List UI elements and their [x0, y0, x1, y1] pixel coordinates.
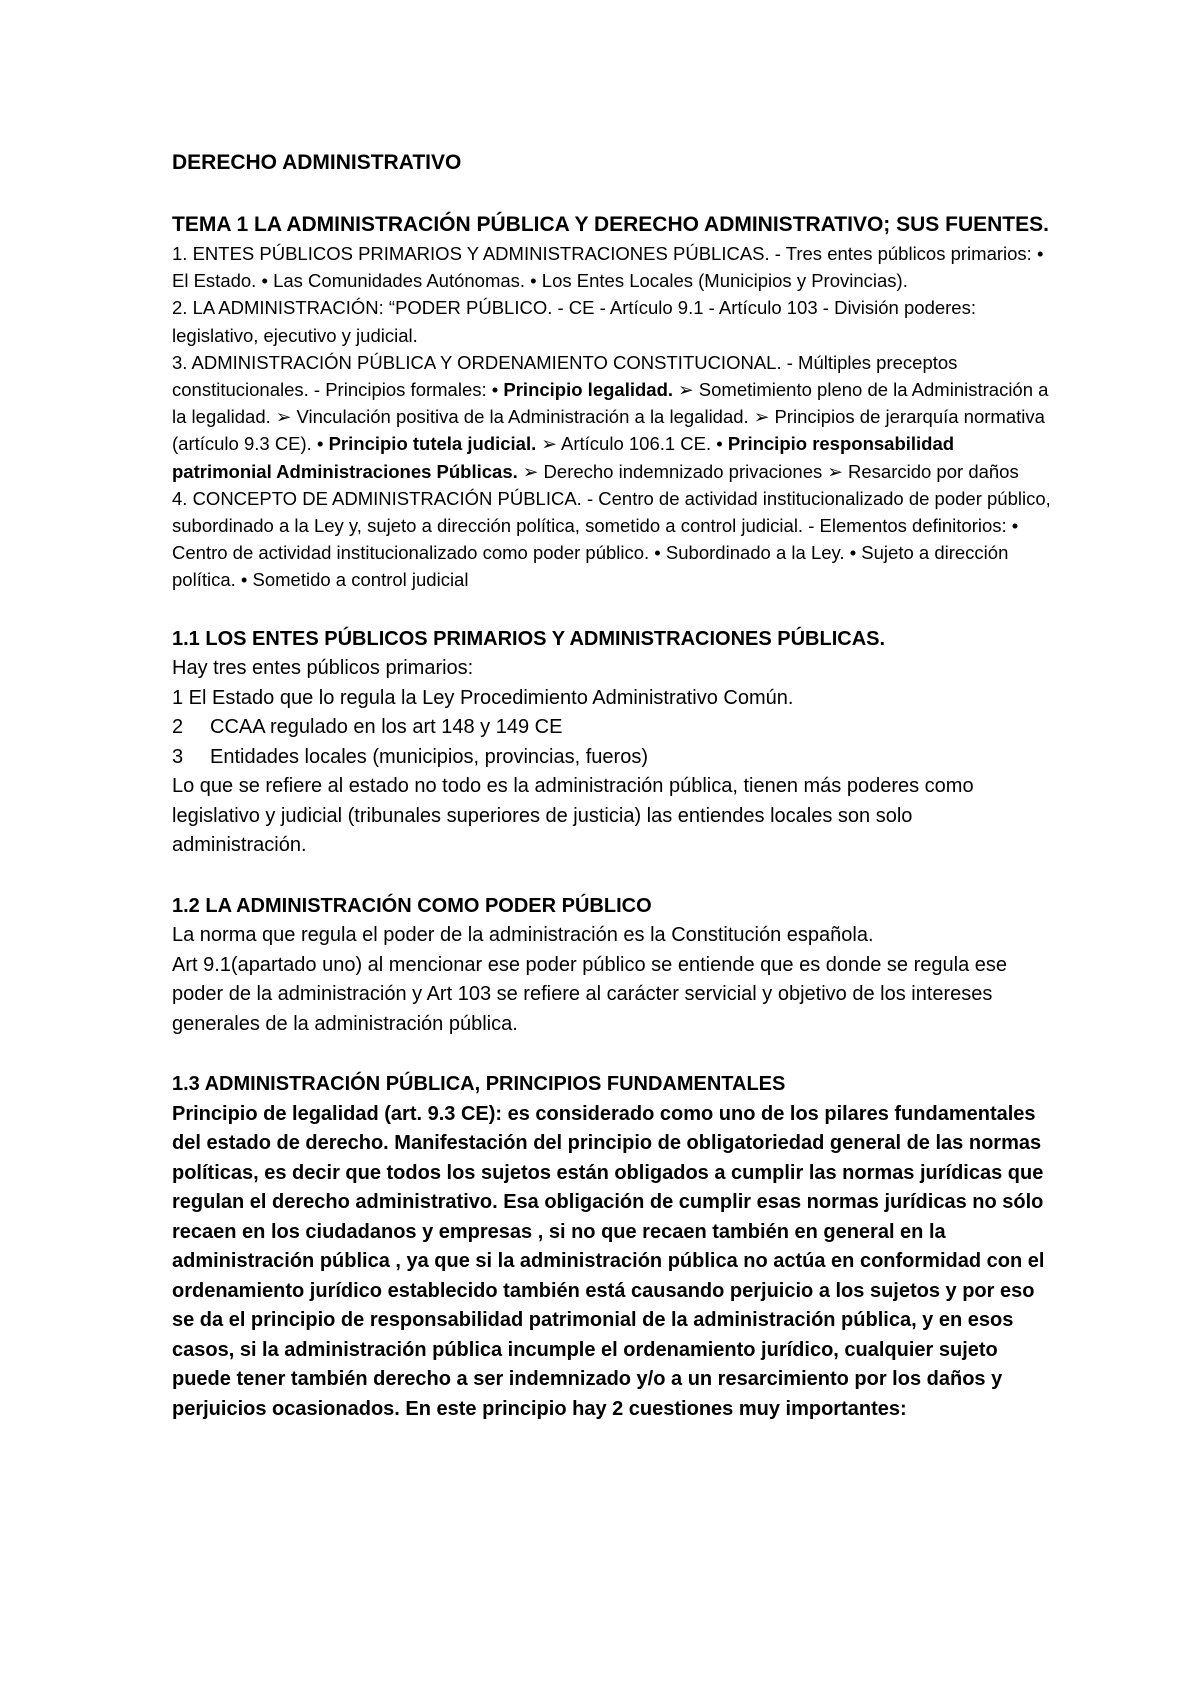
summary-point-3-text: ➢ Derecho indemnizado privaciones ➢ Resarcido por daños: [517, 460, 1019, 482]
list-item: 1 El Estado que lo regula la Ley Procedimiento Administrativo Común.: [172, 686, 794, 709]
summary-point-3-text: 3. ADMINISTRACIÓN PÚBLICA Y ORDENAMIENTO CONSTITUCIONAL. - Múltiples preceptos constitucionales. - Principios formales: •: [172, 351, 958, 401]
tema-title: TEMA 1 LA ADMINISTRACIÓN PÚBLICA Y DERECHO ADMINISTRATIVO; SUS FUENTES.: [172, 213, 1049, 236]
section-1-3: [172, 1070, 1052, 1424]
summary-point-4: 4. CONCEPTO DE ADMINISTRACIÓN PÚBLICA. - Centro de actividad institucionalizado de poder público, subordinado a la Ley y, sujeto a dirección política, sometido a control judicial. - Elementos definitorios: • Centro de actividad institucionalizado como poder público. • Subordinado a la Ley. • Sujeto a dirección política. • Sometido a control judicial: [172, 487, 1051, 591]
section-heading: 1.3 ADMINISTRACIÓN PÚBLICA, PRINCIPIOS FUNDAMENTALES: [172, 1073, 786, 1096]
section-intro: Hay tres entes públicos primarios:: [172, 657, 474, 680]
section-heading: 1.2 LA ADMINISTRACIÓN COMO PODER PÚBLICO: [172, 894, 652, 917]
summary-point-1: 1. ENTES PÚBLICOS PRIMARIOS Y ADMINISTRACIONES PÚBLICAS. - Tres entes públicos primarios: • El Estado. • Las Comunidades Autónomas. • Los Entes Locales (Municipios y Provincias).: [172, 243, 1044, 292]
section-heading: 1.1 LOS ENTES PÚBLICOS PRIMARIOS Y ADMINISTRACIONES PÚBLICAS.: [172, 627, 886, 650]
list-item: [172, 713, 1052, 743]
list-item-text: CCAA regulado en los art 148 y 149 CE: [210, 716, 563, 739]
list-item-text: Entidades locales (municipios, provincias, fueros): [210, 745, 648, 768]
list-item-number: 3: [172, 745, 184, 768]
section-1-1: [172, 625, 1052, 861]
summary-point-3-text: ➢ Sometimiento pleno de la Administración a la legalidad. ➢ Vinculación positiva de la Administración a la legalidad. ➢ Principios de jerarquía normativa (artículo 9.3 CE). •: [172, 379, 1049, 455]
principle-legality-label: Principio legalidad.: [503, 379, 674, 401]
document-page: [172, 148, 1052, 1424]
document-title: DERECHO ADMINISTRATIVO: [172, 151, 462, 174]
section-paragraph: Art 9.1(apartado uno) al mencionar ese poder público se entiende que es donde se regula ese poder de la administración y Art 103 se refiere al carácter servicial y objetivo de los intereses generales de la administración pública.: [172, 953, 1008, 1035]
summary-point-3: [172, 349, 1052, 485]
section-paragraph: La norma que regula el poder de la administración es la Constitución española.: [172, 924, 874, 947]
summary-point-3-text: ➢ Artículo 106.1 CE. •: [536, 433, 728, 455]
principle-judicial-label: Principio tutela judicial.: [328, 433, 537, 455]
tema-summary: [172, 240, 1052, 594]
list-item: [172, 743, 1052, 773]
section-1-2: [172, 892, 1052, 1040]
summary-point-2: 2. LA ADMINISTRACIÓN: “PODER PÚBLICO. - CE - Artículo 9.1 - Artículo 103 - División poderes: legislativo, ejecutivo y judicial.: [172, 297, 976, 346]
list-item-number: 2: [172, 716, 184, 739]
section-paragraph: Principio de legalidad (art. 9.3 CE): es considerado como uno de los pilares fundamentales del estado de derecho. Manifestación del principio de obligatoriedad general de las normas políticas, es decir que todos los sujetos están obligados a cumplir las normas jurídicas que regulan el derecho administrativo. Esa obligación de cumplir esas normas jurídicas no sólo recaen en los ciudadanos y empresas , si no que recaen también en general en la administración pública , ya que si la administración pública no actúa en conformidad con el ordenamiento jurídico establecido también está causando perjuicio a los sujetos y por eso se da el principio de responsabilidad patrimonial de la administración pública, y en esos casos, si la administración pública incumple el ordenamiento jurídico, cualquier sujeto puede tener también derecho a ser indemnizado y/o a un resarcimiento por los daños y perjuicios ocasionados. En este principio hay 2 cuestiones muy importantes:: [172, 1102, 1045, 1420]
section-paragraph: Lo que se refiere al estado no todo es la administración pública, tienen más poderes como legislativo y judicial (tribunales superiores de justicia) las entiendes locales son solo administración.: [172, 775, 974, 857]
principle-liability-label: Principio responsabilidad patrimonial Administraciones Públicas.: [172, 433, 955, 482]
